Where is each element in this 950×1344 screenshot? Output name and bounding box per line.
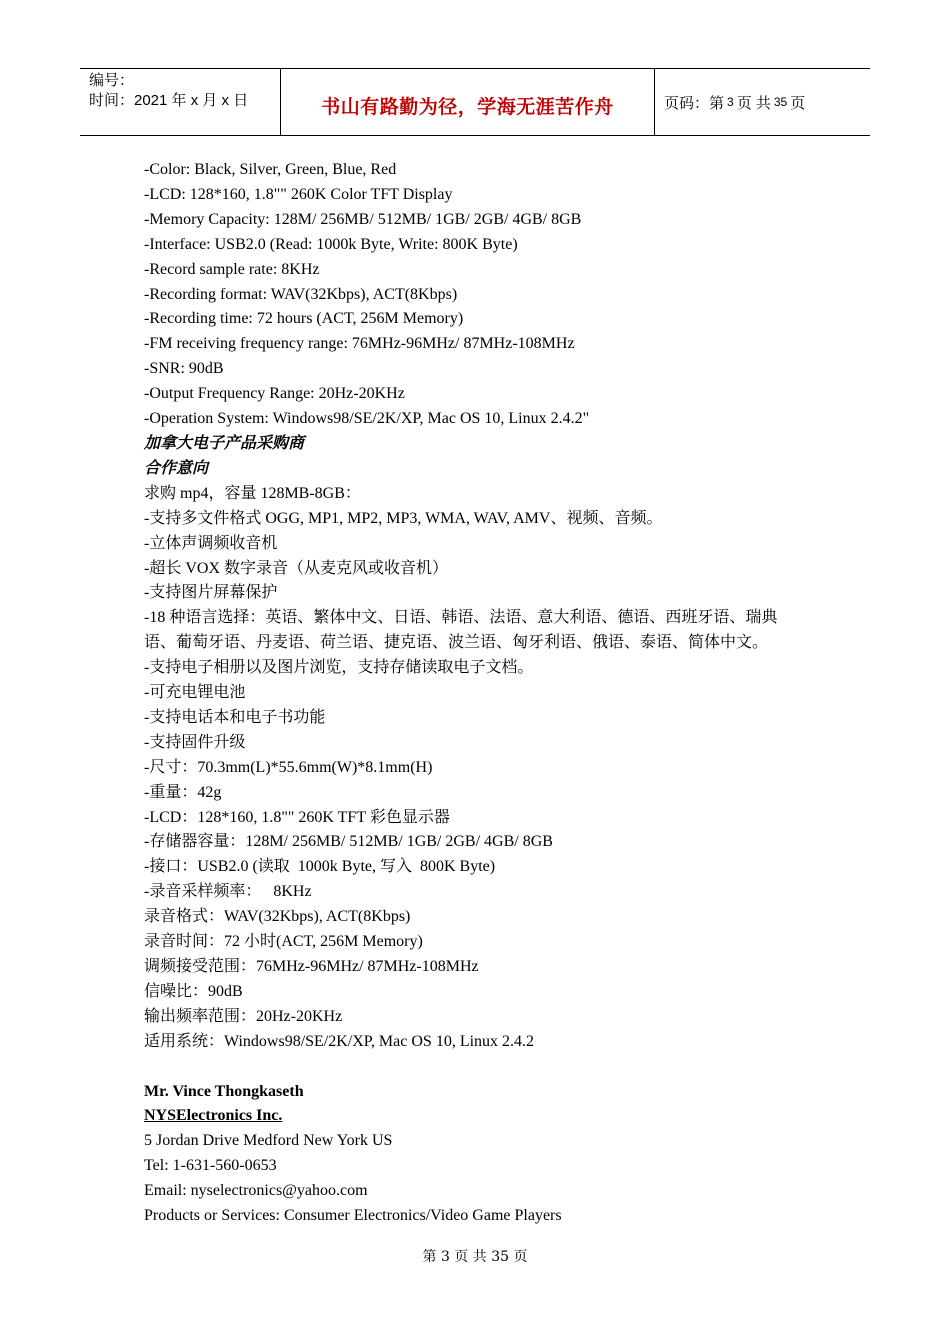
spec-line: 适用系统：Windows98/SE/2K/XP, Mac OS 10, Linux 2.4.2 bbox=[144, 1032, 535, 1050]
contact-tel: Tel: 1-631-560-0653 bbox=[144, 1157, 277, 1175]
spec-line: -立体声调频收音机 bbox=[144, 534, 278, 552]
contact-block bbox=[144, 1080, 824, 1229]
spec-line: -支持电话本和电子书功能 bbox=[144, 708, 326, 726]
page-suffix: 页 bbox=[790, 94, 806, 112]
motto: 书山有路勤为径，学海无涯苦作舟 bbox=[321, 95, 614, 118]
spec-line: -Output Frequency Range: 20Hz-20KHz bbox=[144, 385, 405, 403]
section-subheading: 合作意向 bbox=[144, 459, 209, 477]
spec-line: -FM receiving frequency range: 76MHz-96MHz/ 87MHz-108MHz bbox=[144, 335, 575, 353]
page-header bbox=[80, 68, 870, 136]
contact-company: NYSElectronics Inc. bbox=[144, 1107, 283, 1125]
spec-line: 求购 mp4，容量 128MB-8GB： bbox=[144, 484, 361, 502]
spec-line: -重量：42g bbox=[144, 783, 222, 801]
header-motto-cell bbox=[281, 69, 655, 135]
spec-line: -支持固件升级 bbox=[144, 733, 246, 751]
document-body bbox=[144, 158, 824, 1229]
spec-line: -Memory Capacity: 128M/ 256MB/ 512MB/ 1GB/ 2GB/ 4GB/ 8GB bbox=[144, 210, 582, 228]
page-footer: 第 3 页 共 35 页 bbox=[422, 1249, 528, 1265]
spec-line: -LCD：128*160, 1.8"" 260K TFT 彩色显示器 bbox=[144, 808, 450, 826]
chinese-specs bbox=[144, 482, 824, 1055]
spec-line: -Recording format: WAV(32Kbps), ACT(8Kbps) bbox=[144, 285, 458, 303]
header-meta bbox=[80, 69, 281, 135]
spec-line: -Interface: USB2.0 (Read: 1000k Byte, Write: 800K Byte) bbox=[144, 235, 518, 253]
section-heading: 加拿大电子产品采购商 bbox=[144, 434, 305, 452]
spec-line: -接口：USB2.0 (读取 1000k Byte, 写入 800K Byte) bbox=[144, 858, 496, 876]
page-mid: 页 共 bbox=[736, 94, 771, 112]
spec-line: -存储器容量：128M/ 256MB/ 512MB/ 1GB/ 2GB/ 4GB/ 8GB bbox=[144, 833, 553, 851]
spec-line: -支持多文件格式 OGG, MP1, MP2, MP3, WMA, WAV, AMV、视频、音频。 bbox=[144, 509, 663, 527]
spec-line: -Color: Black, Silver, Green, Blue, Red bbox=[144, 161, 397, 178]
spec-line: -Record sample rate: 8KHz bbox=[144, 260, 320, 278]
blank-line bbox=[144, 1055, 824, 1080]
page-number: 3 bbox=[727, 95, 734, 109]
spec-line: -Operation System: Windows98/SE/2K/XP, Mac OS 10, Linux 2.4.2" bbox=[144, 410, 590, 428]
id-label: 编号： bbox=[89, 72, 135, 89]
spec-line: -超长 VOX 数字录音（从麦克风或收音机） bbox=[144, 559, 448, 577]
page-prefix: 页码：第 bbox=[664, 94, 725, 112]
spec-line: 录音格式：WAV(32Kbps), ACT(8Kbps) bbox=[144, 908, 411, 926]
spec-line: -可充电锂电池 bbox=[144, 684, 246, 702]
header-page-info bbox=[655, 69, 870, 135]
spec-line: -支持图片屏幕保护 bbox=[144, 584, 278, 602]
contact-email: Email: nyselectronics@yahoo.com bbox=[144, 1182, 368, 1200]
spec-line: -SNR: 90dB bbox=[144, 360, 224, 378]
spec-line: -支持电子相册以及图片浏览，支持存储读取电子文档。 bbox=[144, 659, 534, 677]
spec-line: 语、葡萄牙语、丹麦语、荷兰语、捷克语、波兰语、匈牙利语、俄语、泰语、简体中文。 bbox=[144, 634, 769, 652]
contact-products: Products or Services: Consumer Electronics/Video Game Players bbox=[144, 1207, 562, 1225]
time-label: 时间：2021 年 x 月 x 日 bbox=[89, 92, 249, 109]
english-specs bbox=[144, 158, 824, 432]
spec-line: -Recording time: 72 hours (ACT, 256M Memory) bbox=[144, 310, 464, 328]
page-total: 35 bbox=[773, 95, 788, 109]
spec-line: -LCD: 128*160, 1.8"" 260K Color TFT Display bbox=[144, 185, 453, 203]
spec-line: 录音时间：72 小时(ACT, 256M Memory) bbox=[144, 933, 423, 951]
spec-line: 输出频率范围：20Hz-20KHz bbox=[144, 1007, 343, 1025]
spec-line: -18 种语言选择：英语、繁体中文、日语、韩语、法语、意大利语、德语、西班牙语、瑞典 bbox=[144, 609, 778, 627]
contact-name: Mr. Vince Thongkaseth bbox=[144, 1082, 304, 1100]
spec-line: -录音采样频率： 8KHz bbox=[144, 883, 312, 901]
spec-line: 调频接受范围：76MHz-96MHz/ 87MHz-108MHz bbox=[144, 958, 479, 975]
spec-line: -尺寸：70.3mm(L)*55.6mm(W)*8.1mm(H) bbox=[144, 758, 433, 776]
spec-line: 信噪比：90dB bbox=[144, 982, 243, 1000]
contact-address: 5 Jordan Drive Medford New York US bbox=[144, 1132, 393, 1150]
